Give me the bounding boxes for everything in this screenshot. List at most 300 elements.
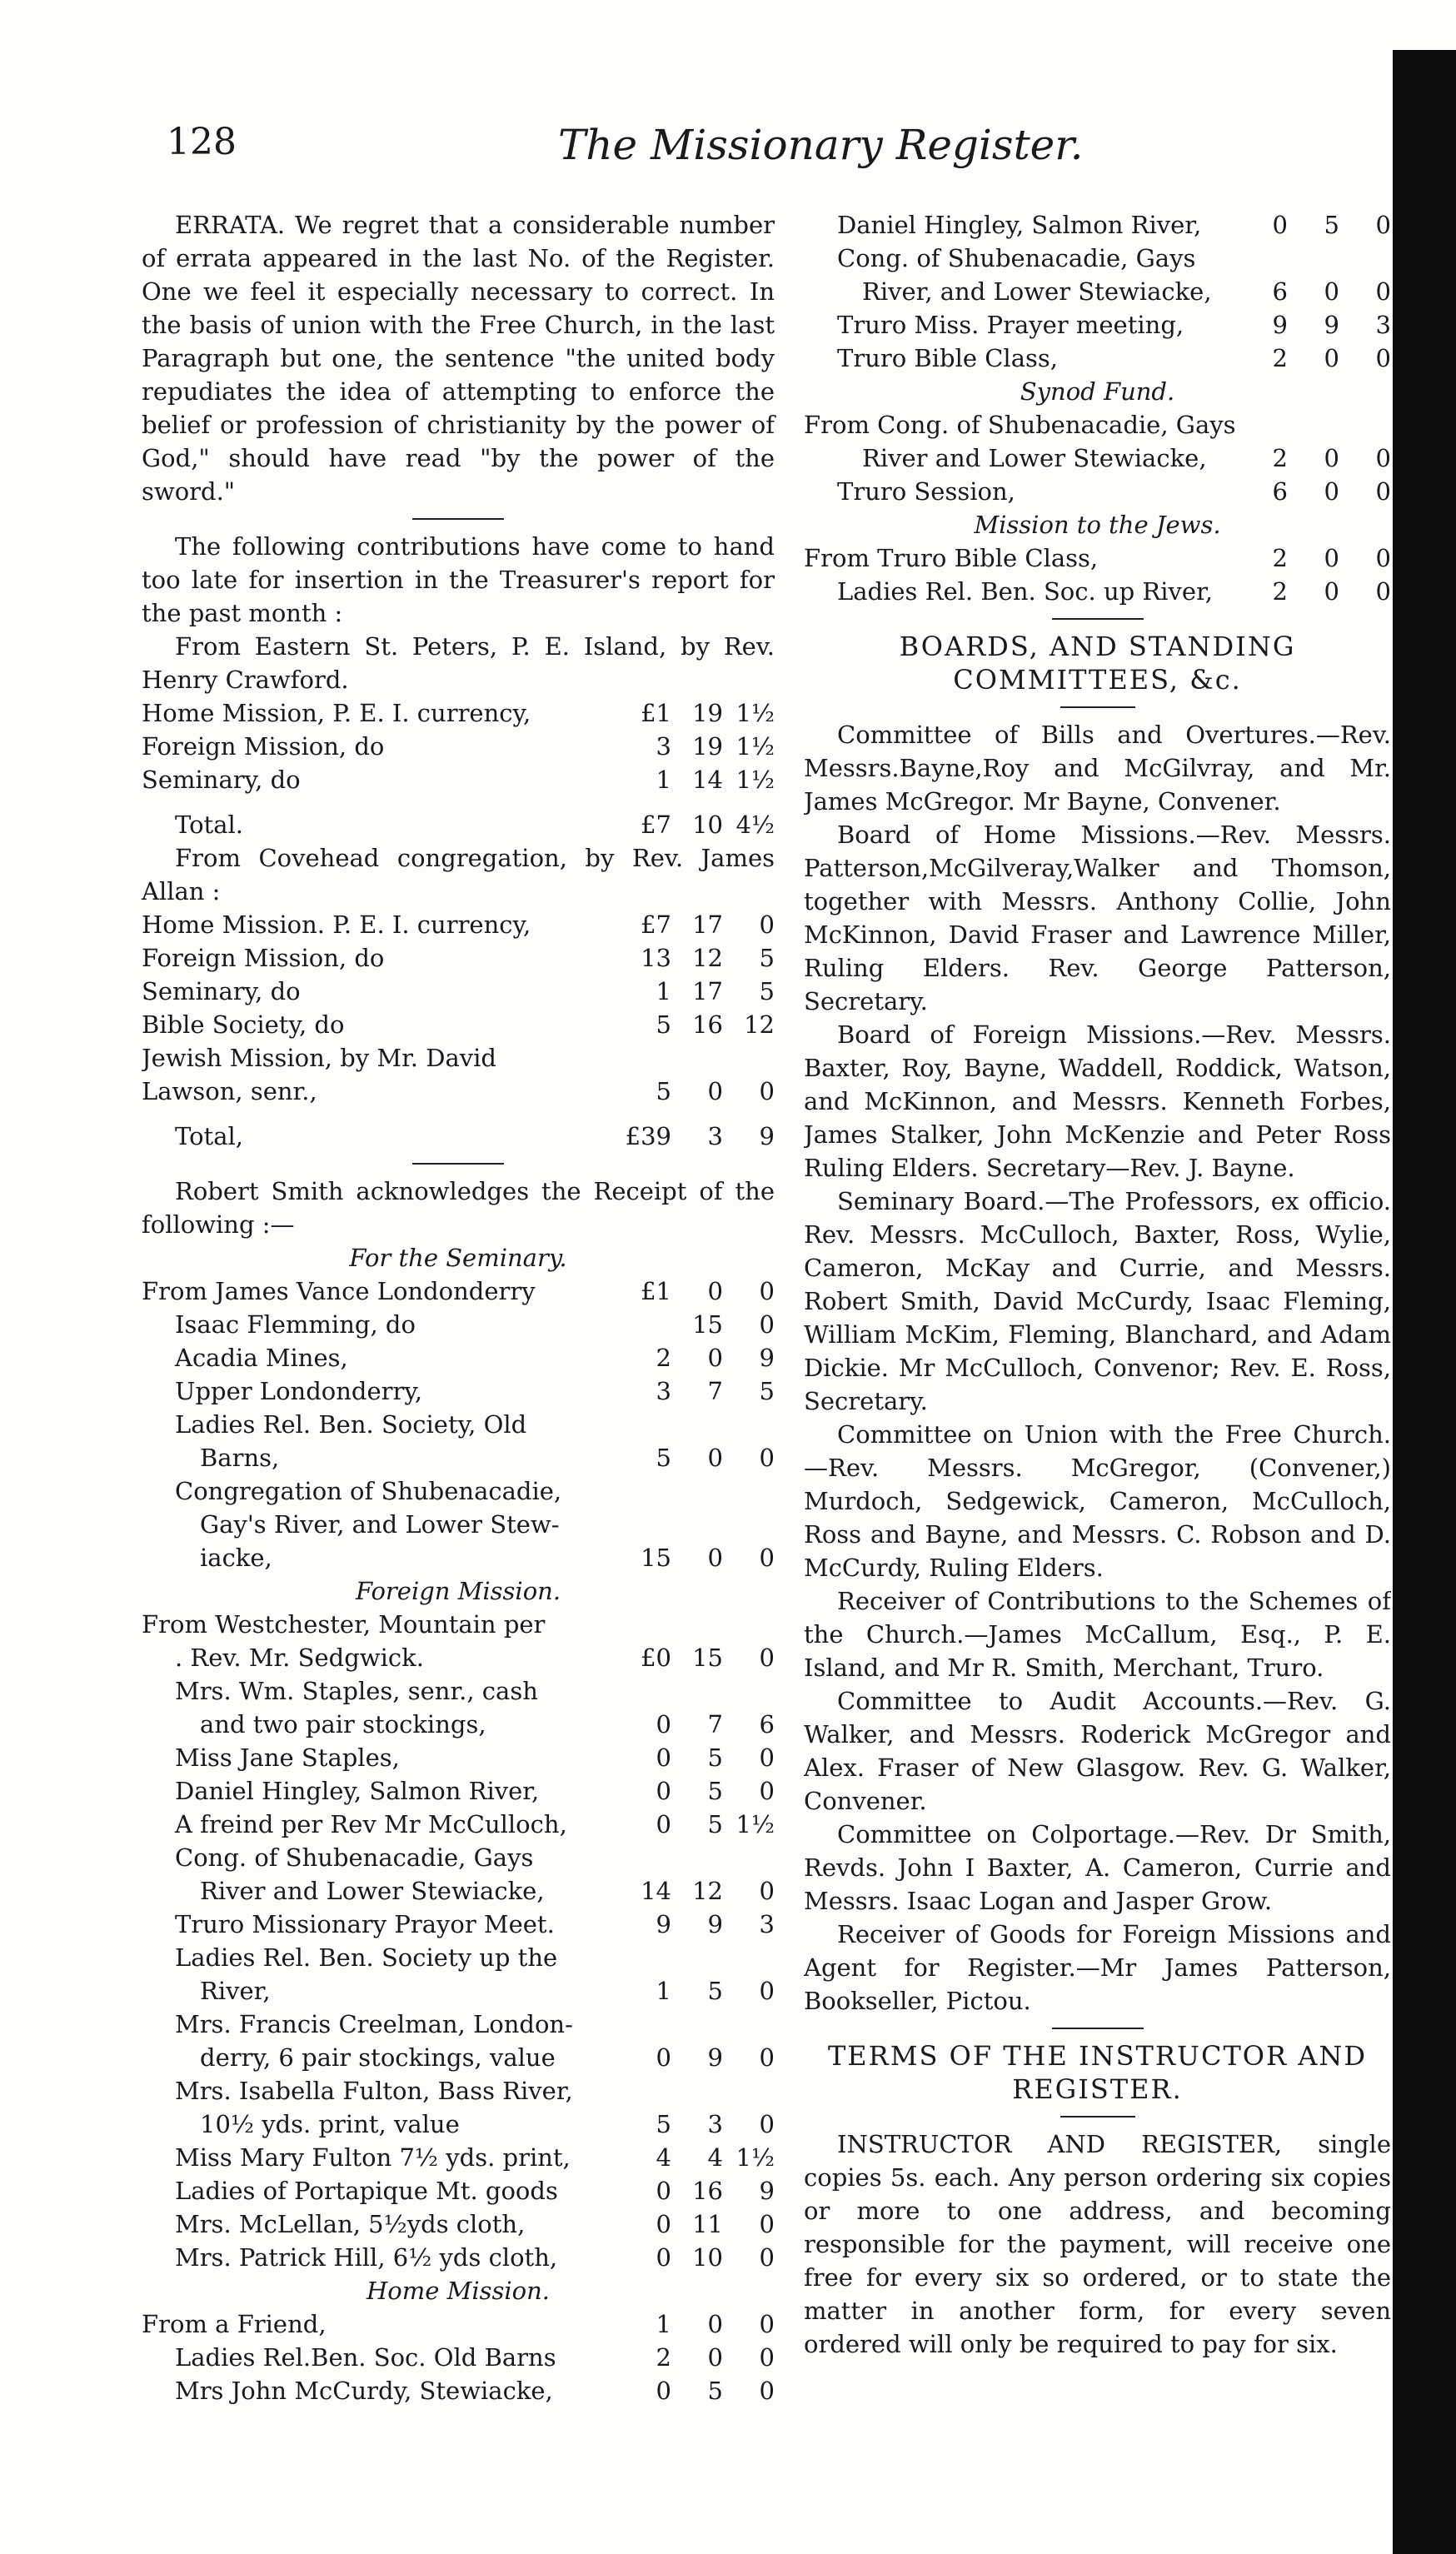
amount-shillings [676,1841,723,1874]
table-row [142,2341,775,2374]
amount-pence: 0 [759,1544,775,1572]
table-row [142,730,775,763]
amount-shillings: 16 [692,2177,723,2205]
row-label: Truro Missionary Prayor Meet. [175,1910,555,1938]
amount-pounds [625,1941,671,1974]
row-label: Bible Society, do [142,1010,345,1039]
table-row [142,1008,775,1041]
row-label: iacke, [200,1544,272,1572]
divider [412,518,504,520]
home-mission-heading: Home Mission. [366,2277,550,2305]
boards-list [804,718,1391,2018]
amount-shillings: 5 [707,1777,723,1805]
amount-pence [728,1508,775,1541]
amount-pounds [625,1041,671,1075]
amount-pounds: 1 [656,2310,671,2338]
amount-pounds [625,1408,671,1441]
row-label: Mrs John McCurdy, Stewiacke, [175,2377,553,2405]
row-label: Acadia Mines, [175,1344,348,1372]
amount-pence: 4½ [735,811,775,839]
amount-pence: 9 [759,1122,775,1150]
amount-pounds: 9 [1272,311,1288,339]
amount-pence: 0 [759,1644,775,1672]
row-label: From Truro Bible Class, [804,544,1099,572]
amount-pounds: 13 [641,944,671,972]
amount-pence: 9 [759,1344,775,1372]
amount-pounds: 0 [1272,211,1288,239]
table-row [142,1974,775,2008]
amount-shillings: 0 [707,1277,723,1305]
amount-shillings: 7 [707,1377,723,1405]
amount-pounds: 0 [656,1810,671,1838]
row-label: Truro Miss. Prayer meeting, [837,311,1184,339]
row-label: Jewish Mission, by Mr. David [142,1044,496,1072]
row-label: River and Lower Stewiacke, [862,444,1207,472]
amount-pence: 0 [759,1277,775,1305]
amount-pence: 0 [759,2110,775,2138]
row-label: Miss Mary Fulton 7½ yds. print, [175,2143,571,2172]
amount-shillings: 5 [1324,211,1339,239]
amount-shillings: 0 [707,1344,723,1372]
amount-pence [728,1841,775,1874]
amount-pence: 0 [759,1977,775,2005]
board-entry: Seminary Board.—The Professors, ex officio. Rev. Messrs. McCulloch, Baxter, Ross, Wylie, Cameron, McKay and Currie, and Messrs. Robert Smith, David McCurdy, Isaac Fleming, William McKim, Fleming, Blanchard, and Adam Dickie. Mr McCulloch, Convenor; Rev. E. Ross, Secretary. [804,1187,1391,1415]
amount-shillings [1293,408,1339,441]
amount-pence: 0 [759,1877,775,1905]
amount-shillings: 12 [692,944,723,972]
table-row [142,2074,775,2108]
table-row [142,2374,775,2407]
amount-pence: 0 [759,1444,775,1472]
amount-shillings: 9 [707,1910,723,1938]
amount-shillings: 0 [707,1077,723,1105]
row-label: Congregation of Shubenacadie, [175,1477,562,1505]
divider [1060,2116,1135,2118]
amount-shillings [676,1674,723,1708]
amount-shillings: 17 [692,977,723,1005]
amount-shillings: 12 [692,1877,723,1905]
amount-pence: 0 [759,1077,775,1105]
amount-shillings [676,1508,723,1541]
seminary-table [142,1275,775,1574]
board-entry: Committee on Colportage.—Rev. Dr Smith, Revds. John I Baxter, A. Cameron, Currie and Messrs. Isaac Logan and Jasper Grow. [804,1820,1391,1915]
amount-pence: 0 [759,1310,775,1339]
running-title: The Missionary Register. [558,121,1084,169]
covehead-table [142,908,775,1108]
amount-pence: 12 [744,1010,775,1039]
amount-shillings: 0 [707,2310,723,2338]
table-row [142,1941,775,1974]
amount-shillings: 19 [692,699,723,727]
amount-shillings: 5 [707,1810,723,1838]
row-label: Ladies of Portapique Mt. goods [175,2177,558,2205]
row-label: Miss Jane Staples, [175,1743,400,1772]
amount-pounds [1241,408,1288,441]
amount-shillings: 0 [707,2343,723,2372]
table-row [142,1541,775,1574]
amount-pence: 5 [759,944,775,972]
table-row [142,1608,775,1641]
table-row [804,441,1391,475]
amount-pounds: 2 [656,1344,671,1372]
amount-shillings: 0 [1324,277,1339,306]
seminary-heading: For the Seminary. [349,1244,567,1272]
amount-pounds: £7 [641,811,671,839]
amount-pounds: 6 [1272,277,1288,306]
table-row [804,541,1391,575]
row-label: derry, 6 pair stockings, value [200,2043,556,2072]
amount-shillings: 9 [1324,311,1339,339]
amount-pounds: 4 [656,2143,671,2172]
row-label: Foreign Mission, do [142,732,385,761]
amount-pounds [625,1608,671,1641]
row-label: Home Mission. P. E. I. currency, [142,910,531,939]
amount-pounds: 1 [656,977,671,1005]
amount-pounds [625,1474,671,1508]
amount-pounds: £1 [641,699,671,727]
amount-pounds: £7 [641,910,671,939]
amount-pence [728,1941,775,1974]
foreign-mission-continued-table [804,208,1391,375]
table-row [142,1708,775,1741]
amount-pence: 0 [759,2210,775,2238]
table-row [142,1841,775,1874]
amount-pence: 3 [759,1910,775,1938]
board-entry: Receiver of Contributions to the Schemes of the Church.—James McCallum, Esq., P. E. Island, and Mr R. Smith, Merchant, Truro. [804,1587,1391,1682]
table-row [142,1741,775,1774]
amount-pounds: 5 [656,1444,671,1472]
amount-pence [728,1608,775,1641]
table-row [804,208,1391,242]
foreign-mission-heading: Foreign Mission. [355,1577,561,1605]
amount-pounds [625,2074,671,2108]
row-label: Seminary, do [142,977,301,1005]
amount-pence: 0 [759,1777,775,1805]
table-row [142,1508,775,1541]
board-entry: Committee to Audit Accounts.—Rev. G. Walker, and Messrs. Roderick McGregor and Alex. Fraser of New Glasgow. Rev. G. Walker, Convener. [804,1687,1391,1815]
amount-pence: 0 [759,2377,775,2405]
covehead-intro: From Covehead congregation, by Rev. James Allan : [142,844,775,905]
amount-pounds [625,1674,671,1708]
left-column [142,208,775,2407]
amount-pounds: 3 [656,732,671,761]
amount-pence: 0 [1375,544,1391,572]
amount-pounds: 0 [656,1777,671,1805]
foreign-mission-table [142,1608,775,2274]
amount-shillings: 16 [692,1010,723,1039]
table-row [804,575,1391,608]
amount-shillings: 0 [1324,444,1339,472]
table-row [142,1341,775,1374]
table-row [142,2241,775,2274]
table-row [142,908,775,941]
amount-pence: 1½ [735,1810,775,1838]
row-label: Lawson, senr., [142,1077,317,1105]
amount-shillings: 9 [707,2043,723,2072]
table-row [142,1041,775,1075]
board-entry: Receiver of Goods for Foreign Missions and Agent for Register.—Mr James Patterson, Bookseller, Pictou. [804,1920,1391,2015]
amount-pence [728,1674,775,1708]
amount-pence: 0 [1375,277,1391,306]
amount-shillings [676,2074,723,2108]
amount-pounds: 14 [641,1877,671,1905]
amount-pence: 1½ [735,766,775,794]
divider [1052,618,1144,620]
amount-pounds: 1 [656,1977,671,2005]
amount-pounds: 5 [656,1077,671,1105]
amount-pounds: 0 [656,2177,671,2205]
row-label: Barns, [200,1444,280,1472]
table-row [142,2307,775,2341]
row-label: Mrs. Patrick Hill, 6½ yds cloth, [175,2243,558,2272]
amount-pence: 0 [1375,577,1391,606]
row-label: Truro Session, [837,477,1015,506]
amount-pence: 0 [759,1743,775,1772]
table-row [804,475,1391,508]
table-row [142,1908,775,1941]
synod-fund-table [804,408,1391,508]
amount-shillings: 5 [707,1977,723,2005]
amount-pounds: 2 [1272,577,1288,606]
row-label: Daniel Hingley, Salmon River, [175,1777,540,1805]
row-label: Mrs. Wm. Staples, senr., cash [175,1677,538,1705]
amount-pence: 0 [759,2343,775,2372]
table-row [142,763,775,796]
table-row [142,1275,775,1308]
amount-pence: 0 [759,2043,775,2072]
amount-pence: 0 [759,910,775,939]
row-label: From James Vance Londonderry [142,1277,536,1305]
page-edge-shadow [1393,50,1456,2554]
row-label: Truro Bible Class, [837,344,1058,372]
amount-pounds: £0 [641,1644,671,1672]
amount-shillings [676,1474,723,1508]
row-label: From a Friend, [142,2310,327,2338]
amount-pounds: 2 [1272,344,1288,372]
row-label: Cong. of Shubenacadie, Gays [837,244,1196,272]
amount-pounds: 2 [1272,544,1288,572]
terms-heading: TERMS OF THE INSTRUCTOR AND REGISTER. [827,2040,1368,2105]
jews-mission-heading: Mission to the Jews. [974,511,1221,539]
eastern-st-peters-intro: From Eastern St. Peters, P. E. Island, by Rev. Henry Crawford. [142,632,775,694]
board-entry: Board of Home Missions.—Rev. Messrs. Patterson,McGilveray,Walker and Thomson, together with Messrs. Anthony Collie, John McKinnon, David Fraser and Lawrence Miller, Ruling Elders. Rev. George Patterson, Secretary. [804,821,1391,1015]
amount-pounds: 0 [656,2377,671,2405]
amount-shillings [676,1408,723,1441]
amount-pence: 6 [759,1710,775,1738]
table-row [142,1374,775,1408]
row-label: Mrs. Isabella Fulton, Bass River, [175,2077,573,2105]
amount-pence [728,2008,775,2041]
amount-pence: 3 [1375,311,1391,339]
row-label: . Rev. Mr. Sedgwick. [175,1644,424,1672]
row-label: Upper Londonderry, [175,1377,423,1405]
amount-pence [728,1474,775,1508]
row-label: River, [200,1977,271,2005]
row-label: Daniel Hingley, Salmon River, [837,211,1202,239]
amount-pence: 1½ [735,2143,775,2172]
synod-fund-heading: Synod Fund. [1020,377,1175,406]
amount-shillings: 0 [707,1444,723,1472]
amount-pence: 5 [759,977,775,1005]
table-row [142,975,775,1008]
table-row [804,275,1391,308]
eastern-st-peters-table [142,696,775,796]
amount-pence [728,2074,775,2108]
amount-shillings: 10 [692,2243,723,2272]
amount-pence: 1½ [735,699,775,727]
divider [1052,2028,1144,2029]
amount-pence: 0 [759,2310,775,2338]
amount-pounds: 0 [656,1710,671,1738]
amount-pounds: 5 [656,2110,671,2138]
row-label: Gay's River, and Lower Stew- [200,1510,560,1539]
row-label: Ladies Rel.Ben. Soc. Old Barns [175,2343,556,2372]
amount-pounds: 9 [656,1910,671,1938]
amount-pence: 0 [1375,211,1391,239]
amount-shillings: 0 [1324,577,1339,606]
amount-shillings: 0 [707,1544,723,1572]
table-row [142,2174,775,2207]
amount-pounds: £39 [625,1122,671,1150]
robert-smith-intro: Robert Smith acknowledges the Receipt of the following :— [142,1177,775,1239]
table-row [804,308,1391,342]
row-label: Seminary, do [142,766,301,794]
amount-shillings [676,2008,723,2041]
table-row [142,1075,775,1108]
amount-shillings [676,1941,723,1974]
table-row [142,2041,775,2074]
amount-pounds: 5 [656,1010,671,1039]
row-label: and two pair stockings, [200,1710,486,1738]
contributions-intro: The following contributions have come to hand too late for insertion in the Treasurer's report for the past month : [142,532,775,627]
amount-pounds [625,1308,671,1341]
amount-shillings: 5 [707,1743,723,1772]
amount-pence [1344,242,1391,275]
table-row [142,1641,775,1674]
amount-pence: 0 [1375,477,1391,506]
amount-shillings: 14 [692,766,723,794]
amount-pounds [625,2008,671,2041]
amount-pounds: 2 [656,2343,671,2372]
amount-pence: 5 [759,1377,775,1405]
row-label: From Westchester, Mountain per [142,1610,546,1639]
amount-shillings: 10 [692,811,723,839]
table-row [142,1408,775,1441]
amount-pounds [625,1508,671,1541]
amount-shillings [676,1041,723,1075]
amount-pounds: 2 [1272,444,1288,472]
table-row [142,1308,775,1341]
row-label: River, and Lower Stewiacke, [862,277,1212,306]
amount-shillings: 3 [707,1122,723,1150]
jews-mission-table [804,541,1391,608]
amount-shillings [676,1608,723,1641]
amount-pounds: 15 [641,1544,671,1572]
row-label: River and Lower Stewiacke, [200,1877,545,1905]
amount-shillings: 11 [692,2210,723,2238]
total-label: Total. [175,811,243,839]
row-label: 10½ yds. print, value [200,2110,460,2138]
row-label: Ladies Rel. Ben. Society up the [175,1943,558,1972]
page-number: 128 [167,121,237,163]
amount-shillings: 4 [707,2143,723,2172]
errata-paragraph: ERRATA. We regret that a considerable number of errata appeared in the last No. of the Register. One we feel it especially necessary to correct. In the basis of union with the Free Church, in the last Paragraph but one, the sentence "the united body repudiates the idea of attempting to enforce the belief or profession of christianity by the power of God," should have read "by the power of the sword." [142,211,775,506]
amount-shillings [1293,242,1339,275]
amount-pence: 1½ [735,732,775,761]
row-label: Foreign Mission, do [142,944,385,972]
amount-shillings: 15 [692,1310,723,1339]
amount-pounds: 3 [656,1377,671,1405]
table-row [142,2141,775,2174]
table-row [142,696,775,730]
table-row [142,2108,775,2141]
table-row [804,242,1391,275]
amount-shillings: 0 [1324,344,1339,372]
covehead-total-row [142,1120,775,1153]
board-entry: Board of Foreign Missions.—Rev. Messrs. Baxter, Roy, Bayne, Waddell, Roddick, Watson, and McKinnon, and Messrs. Kenneth Forbes, James Stalker, John McKenzie and Peter Ross Ruling Elders. Secretary—Rev. J. Bayne. [804,1020,1391,1182]
amount-shillings: 7 [707,1710,723,1738]
table-row [142,1441,775,1474]
amount-pence: 0 [1375,344,1391,372]
boards-heading: BOARDS, AND STANDING COMMITTEES, &c. [899,631,1296,696]
table-row [142,1474,775,1508]
amount-pounds [1241,242,1288,275]
table-row [142,941,775,975]
table-row [804,408,1391,441]
amount-pounds: 1 [656,766,671,794]
divider [412,1163,504,1165]
amount-pounds: 0 [656,1743,671,1772]
amount-pounds: 0 [656,2210,671,2238]
table-row [142,1874,775,1908]
amount-pounds: 0 [656,2243,671,2272]
amount-shillings: 5 [707,2377,723,2405]
amount-pence [1344,408,1391,441]
amount-shillings: 3 [707,2110,723,2138]
row-label: Ladies Rel. Ben. Soc. up River, [837,577,1213,606]
home-mission-table [142,2307,775,2407]
amount-pence: 9 [759,2177,775,2205]
row-label: Mrs. McLellan, 5½yds cloth, [175,2210,526,2238]
table-row [142,1808,775,1841]
table-row [142,1674,775,1708]
amount-pounds [625,1841,671,1874]
amount-pence: 0 [759,2243,775,2272]
amount-shillings: 17 [692,910,723,939]
amount-pence: 0 [1375,444,1391,472]
amount-pence [728,1041,775,1075]
row-label: Mrs. Francis Creelman, London- [175,2010,573,2038]
terms-paragraph: INSTRUCTOR AND REGISTER, single copies 5s. each. Any person ordering six copies or more to one address, and becoming responsible for the payment, will receive one free for every six so ordered, or to state the matter in another form, for every seven ordered will only be required to pay for six. [804,2130,1391,2358]
row-label: Ladies Rel. Ben. Society, Old [175,1410,527,1439]
table-row [142,1774,775,1808]
row-label: Isaac Flemming, do [175,1310,416,1339]
total-label: Total, [175,1122,243,1150]
amount-shillings: 0 [1324,477,1339,506]
table-row [142,2008,775,2041]
amount-pounds: 6 [1272,477,1288,506]
amount-pounds: £1 [641,1277,671,1305]
board-entry: Committee of Bills and Overtures.—Rev. Messrs.Bayne,Roy and McGilvray, and Mr. James McGregor. Mr Bayne, Convener. [804,721,1391,816]
divider [1060,706,1135,708]
amount-pounds: 0 [656,2043,671,2072]
row-label: Cong. of Shubenacadie, Gays [175,1843,534,1872]
table-row [804,342,1391,375]
amount-shillings: 15 [692,1644,723,1672]
right-column [804,208,1391,2361]
row-label: Home Mission, P. E. I. currency, [142,699,531,727]
board-entry: Committee on Union with the Free Church.—Rev. Messrs. McGregor, (Convener,) Murdoch, Sedgewick, Cameron, McCulloch, Ross and Bayne, and Messrs. C. Robson and D. McCurdy, Ruling Elders. [804,1420,1391,1582]
